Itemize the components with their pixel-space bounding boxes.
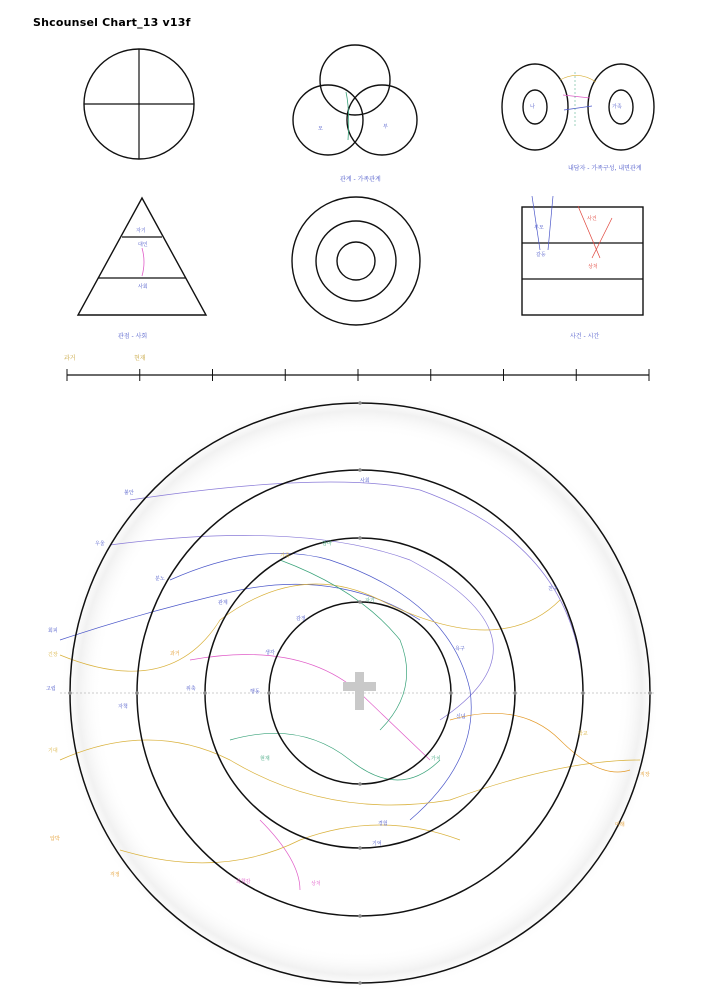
svg-text:불안: 불안 <box>124 490 134 496</box>
svg-text:사회: 사회 <box>360 478 370 484</box>
svg-text:가족: 가족 <box>612 104 622 110</box>
svg-text:직장: 직장 <box>640 772 650 778</box>
svg-text:행동: 행동 <box>250 689 260 695</box>
svg-text:생각: 생각 <box>265 650 275 656</box>
svg-text:부모: 부모 <box>534 225 544 231</box>
torus-diagram <box>502 64 654 150</box>
svg-text:상처: 상처 <box>311 881 321 887</box>
svg-text:고립: 고립 <box>46 686 56 692</box>
triangle-diagram <box>78 198 206 315</box>
svg-text:관계: 관계 <box>218 600 228 606</box>
svg-text:가족: 가족 <box>280 553 290 559</box>
svg-text:갈등: 갈등 <box>536 252 546 258</box>
target-diagram <box>46 393 660 993</box>
svg-text:자기: 자기 <box>136 228 146 234</box>
svg-text:대인: 대인 <box>138 242 148 248</box>
quadrant-circle-diagram <box>84 49 194 159</box>
svg-text:신념: 신념 <box>456 714 466 720</box>
svg-text:자책: 자책 <box>118 704 128 710</box>
svg-text:과거: 과거 <box>170 651 180 657</box>
svg-text:경험: 경험 <box>378 821 388 827</box>
svg-text:회피: 회피 <box>48 628 58 634</box>
svg-text:분노: 분노 <box>155 576 165 582</box>
torus-caption: 내담자 - 가족구성, 내면관계 <box>568 165 642 172</box>
concentric-circles-diagram <box>292 197 420 325</box>
svg-text:부: 부 <box>383 124 388 130</box>
svg-text:상처: 상처 <box>588 264 598 270</box>
svg-text:죄책감: 죄책감 <box>236 879 251 885</box>
svg-text:걱정: 걱정 <box>110 872 120 878</box>
svg-text:현재: 현재 <box>260 756 270 762</box>
timeline-table-diagram <box>522 196 643 315</box>
svg-text:자기: 자기 <box>365 598 375 604</box>
svg-text:미래: 미래 <box>615 822 625 828</box>
svg-text:친구: 친구 <box>548 586 558 592</box>
timeline-label-present: 현재 <box>134 355 146 362</box>
svg-text:위축: 위축 <box>186 686 196 692</box>
svg-text:욕구: 욕구 <box>455 646 465 652</box>
timeline-axis <box>67 369 649 381</box>
svg-text:모: 모 <box>318 126 323 132</box>
svg-text:사회: 사회 <box>138 284 148 290</box>
page-title: Shcounsel Chart_13 v13f <box>33 16 191 29</box>
svg-text:기대: 기대 <box>48 748 58 754</box>
svg-text:우울: 우울 <box>95 541 105 547</box>
svg-text:감정: 감정 <box>296 616 306 622</box>
timeline-label-past: 과거 <box>64 355 76 362</box>
svg-text:압박: 압박 <box>50 836 60 842</box>
svg-text:긴장: 긴장 <box>48 652 58 658</box>
svg-text:가치: 가치 <box>431 756 441 762</box>
svg-text:사건: 사건 <box>587 216 597 222</box>
svg-text:기억: 기억 <box>372 841 382 847</box>
svg-text:엄마: 엄마 <box>322 541 332 547</box>
triangle-caption: 관점 - 사회 <box>118 333 148 340</box>
svg-text:학교: 학교 <box>578 731 588 737</box>
venn-diagram <box>293 45 417 155</box>
table-caption: 사건 - 시간 <box>570 333 600 340</box>
svg-text:나: 나 <box>530 104 535 110</box>
venn-caption: 관계 - 가족관계 <box>340 176 381 183</box>
